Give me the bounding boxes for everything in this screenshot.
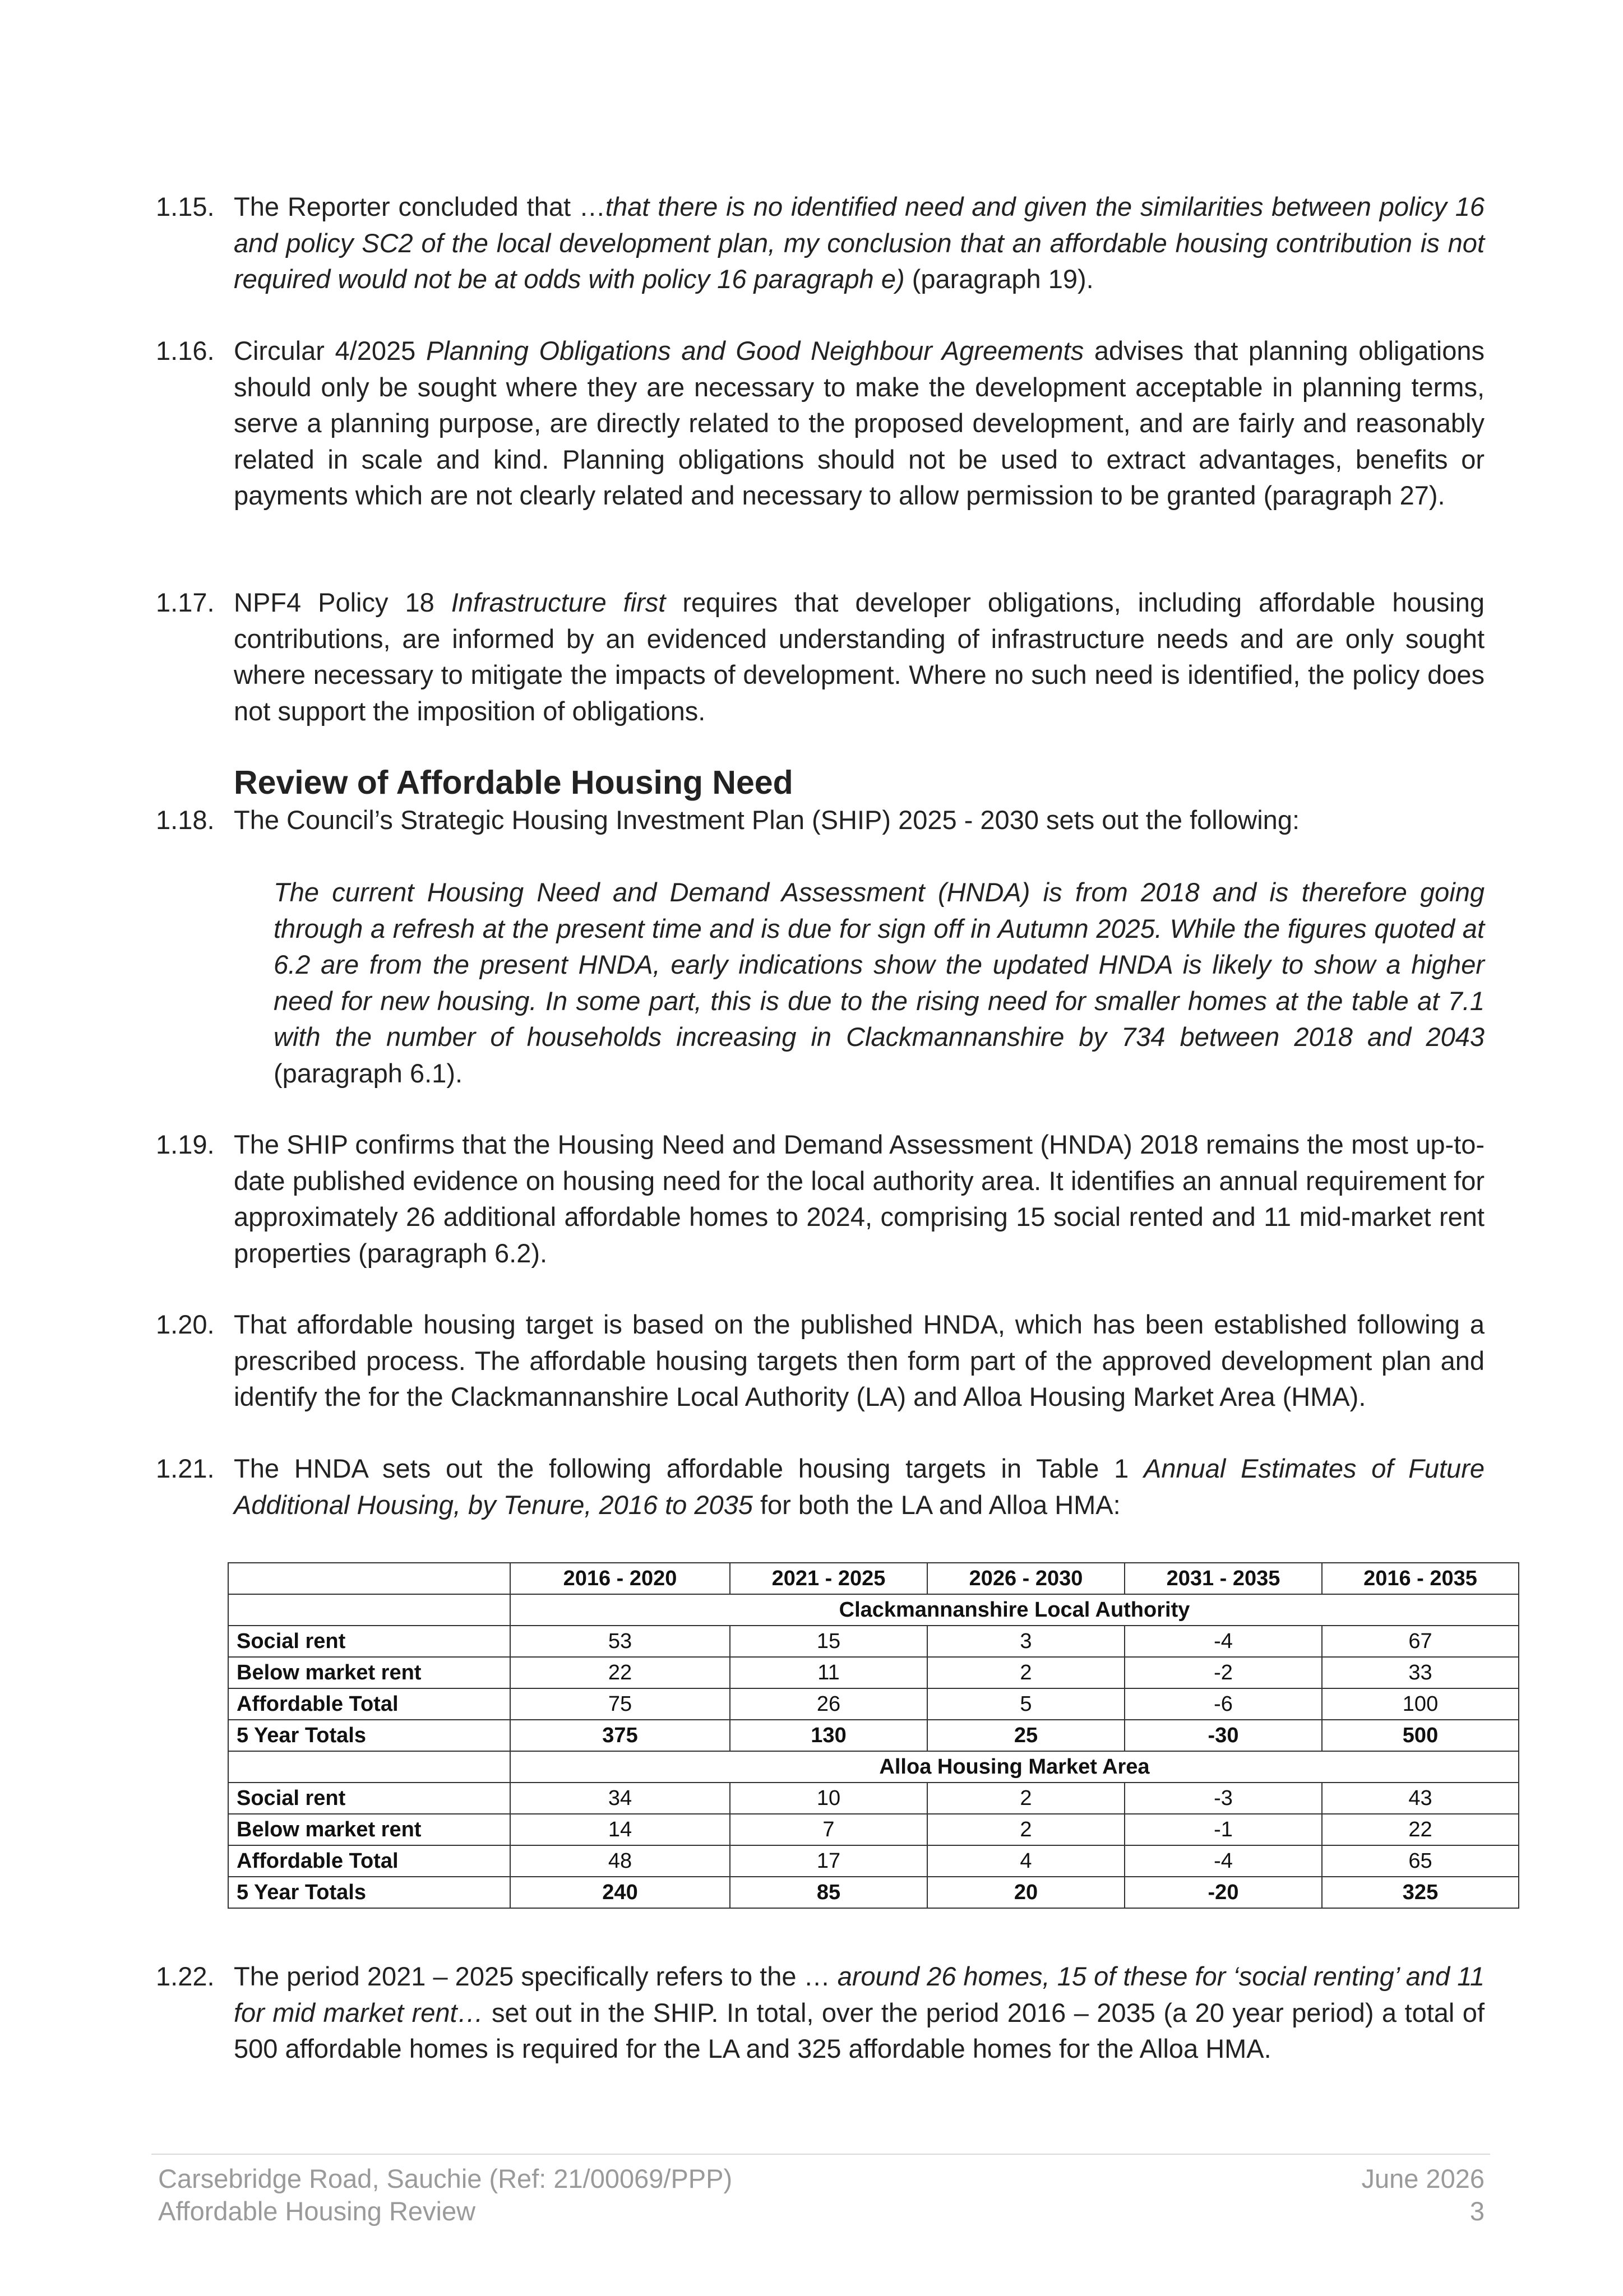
footer-site-reference: Carsebridge Road, Sauchie (Ref: 21/00069/PPP) — [158, 2164, 733, 2193]
section-heading: Review of Affordable Housing Need — [234, 764, 793, 801]
paragraph-number: 1.16. — [156, 336, 215, 365]
paragraph-text — [234, 585, 1485, 729]
row-label: Below market rent — [228, 1814, 510, 1845]
row-label: Social rent — [228, 1783, 510, 1814]
table-cell: 325 — [1322, 1877, 1519, 1908]
table-cell: 15 — [730, 1626, 927, 1657]
italic-text: Planning Obligations and Good Neighbour Agreements — [426, 336, 1084, 365]
table-section-title: Alloa Housing Market Area — [510, 1751, 1519, 1783]
paragraph-1-22 — [156, 1959, 1485, 2067]
table-cell: -1 — [1125, 1814, 1322, 1845]
table-row — [228, 1845, 1519, 1877]
row-label: Below market rent — [228, 1657, 510, 1688]
row-label: 5 Year Totals — [228, 1877, 510, 1908]
italic-text: Infrastructure first — [451, 587, 666, 617]
paragraph-1-15 — [156, 189, 1485, 298]
paragraph-text — [234, 1451, 1485, 1523]
italic-text: The current Housing Need and Demand Assessment (HNDA) is from 2018 and is therefore going through a refresh at the present time and is due for sign off in Autumn 2025. While the figures quoted at 6.2 are from the present HNDA, early indications show the updated HNDA is likely to show a higher need for new housing. In some part, this is due to the rising need for smaller homes at the table at 7.1 with the number of households increasing in Clackmannanshire by 734 between 2018 and 2043 — [274, 877, 1485, 1052]
paragraph-1-21 — [156, 1451, 1485, 1523]
paragraph-number: 1.18. — [156, 805, 215, 835]
table-cell: 130 — [730, 1720, 927, 1751]
text-run: The Reporter concluded that … — [234, 192, 605, 221]
table-cell: 34 — [510, 1783, 730, 1814]
footer-divider — [151, 2154, 1490, 2155]
paragraph-number: 1.20. — [156, 1309, 215, 1339]
text-run: for both the LA and Alloa HMA: — [752, 1489, 1121, 1520]
page-number: 3 — [1469, 2196, 1485, 2226]
column-header: 2031 - 2035 — [1125, 1563, 1322, 1594]
table-cell: 85 — [730, 1877, 927, 1908]
table-cell: -4 — [1125, 1626, 1322, 1657]
footer-document-title: Affordable Housing Review — [158, 2196, 476, 2226]
table-section-row — [228, 1594, 1519, 1626]
column-header: 2026 - 2030 — [927, 1563, 1125, 1594]
section-label-empty — [228, 1751, 510, 1783]
text-run: The SHIP confirms that the Housing Need and Demand Assessment (HNDA) 2018 remains the most up-to-date published evidence on housing need for the local authority area. It identifies an annual requirement for approximately 26 additional affordable homes to 2024, comprising 15 social rented and 11 mid-market rent properties (paragraph 6.2). — [234, 1130, 1485, 1268]
text-run: NPF4 Policy 18 — [234, 587, 451, 617]
table-cell: 20 — [927, 1877, 1125, 1908]
paragraph-1-16 — [156, 333, 1485, 514]
footer-date: June 2026 — [1361, 2164, 1485, 2193]
text-run: (paragraph 6.1). — [274, 1058, 463, 1088]
table-cell: 67 — [1322, 1626, 1519, 1657]
table-cell: 48 — [510, 1845, 730, 1877]
table-section-title: Clackmannanshire Local Authority — [510, 1594, 1519, 1626]
table-row — [228, 1814, 1519, 1845]
ship-quotation — [274, 874, 1485, 1091]
text-run: That affordable housing target is based on the published HNDA, which has been established following a prescribed process. The affordable housing targets then form part of the approved development plan and identify the for the Clackmannanshire Local Authority (LA) and Alloa Housing Market Area (HMA). — [234, 1309, 1485, 1411]
text-run: requires that developer obligations, including affordable housing contributions, are informed by an evidenced understanding of infrastructure needs and are only sought where necessary to mitigate the impacts of development. Where no such need is identified, the policy does not support the imposition of obligations. — [234, 587, 1485, 726]
table-cell: 2 — [927, 1657, 1125, 1688]
paragraph-number: 1.21. — [156, 1453, 215, 1483]
table-row — [228, 1877, 1519, 1908]
table-cell: 11 — [730, 1657, 927, 1688]
column-header: 2016 - 2020 — [510, 1563, 730, 1594]
table-cell: -2 — [1125, 1657, 1322, 1688]
text-run: Circular 4/2025 — [234, 336, 426, 365]
paragraph-1-19 — [156, 1127, 1485, 1271]
paragraph-text — [234, 802, 1485, 839]
column-header: 2016 - 2035 — [1322, 1563, 1519, 1594]
text-run: (paragraph 19). — [904, 264, 1094, 294]
table-row — [228, 1626, 1519, 1657]
table-cell: -30 — [1125, 1720, 1322, 1751]
table-row — [228, 1720, 1519, 1751]
paragraph-1-17 — [156, 585, 1485, 729]
italic-text: that there is no identified need and given the similarities between policy 16 and policy SC2 of the local development plan, my conclusion that an affordable housing contribution is not required would not be at odds with policy 16 paragraph e) — [234, 192, 1485, 294]
italic-text: around 26 homes, 15 of these for ‘social renting’ and 11 for mid market rent… — [234, 1961, 1485, 2027]
paragraph-1-20 — [156, 1307, 1485, 1415]
table-cell: 375 — [510, 1720, 730, 1751]
table-cell: 240 — [510, 1877, 730, 1908]
paragraph-number: 1.22. — [156, 1961, 215, 1991]
table-row — [228, 1657, 1519, 1688]
text-run: advises that planning obligations should only be sought where they are necessary to make the development acceptable in planning terms, serve a planning purpose, are directly related to the proposed development, and are fairly and reasonably related in scale and kind. Planning obligations should not be used to extract advantages, benefits or payments which are not clearly related and necessary to allow permission to be granted (paragraph 27). — [234, 336, 1485, 510]
table-cell: -20 — [1125, 1877, 1322, 1908]
table-cell: 25 — [927, 1720, 1125, 1751]
table-cell: 22 — [1322, 1814, 1519, 1845]
hnda-targets-table — [228, 1562, 1519, 1909]
paragraph-text — [234, 189, 1485, 298]
table-header-row — [228, 1563, 1519, 1594]
table-cell: 33 — [1322, 1657, 1519, 1688]
text-run: The Council’s Strategic Housing Investment Plan (SHIP) 2025 - 2030 sets out the following: — [234, 805, 1300, 835]
paragraph-text — [234, 333, 1485, 514]
row-label: 5 Year Totals — [228, 1720, 510, 1751]
table-cell: 22 — [510, 1657, 730, 1688]
table-cell: 17 — [730, 1845, 927, 1877]
paragraph-text — [234, 1959, 1485, 2067]
table-cell: -3 — [1125, 1783, 1322, 1814]
table-cell: 53 — [510, 1626, 730, 1657]
section-label-empty — [228, 1594, 510, 1626]
table-body — [228, 1594, 1519, 1908]
table-cell: 2 — [927, 1783, 1125, 1814]
italic-text: Annual Estimates of Future Additional Housing, by Tenure, 2016 to 2035 — [234, 1453, 1485, 1520]
row-label: Affordable Total — [228, 1845, 510, 1877]
text-run: set out in the SHIP. In total, over the period 2016 – 2035 (a 20 year period) a total of 500 affordable homes is required for the LA and 325 affordable homes for the Alloa HMA. — [234, 1997, 1485, 2063]
text-run: The HNDA sets out the following affordable housing targets in Table 1 — [234, 1453, 1144, 1483]
row-label: Affordable Total — [228, 1688, 510, 1720]
column-header: 2021 - 2025 — [730, 1563, 927, 1594]
footer-left — [158, 2163, 732, 2228]
table-cell: 5 — [927, 1688, 1125, 1720]
table-cell: 26 — [730, 1688, 927, 1720]
table-cell: -6 — [1125, 1688, 1322, 1720]
table-cell: 7 — [730, 1814, 927, 1845]
paragraph-text — [234, 1127, 1485, 1271]
table-cell: 100 — [1322, 1688, 1519, 1720]
table-cell: -4 — [1125, 1845, 1322, 1877]
table-cell: 65 — [1322, 1845, 1519, 1877]
table-cell: 14 — [510, 1814, 730, 1845]
text-run: The period 2021 – 2025 specifically refers to the … — [234, 1961, 838, 1991]
paragraph-1-18 — [156, 802, 1485, 839]
table-row — [228, 1688, 1519, 1720]
paragraph-number: 1.19. — [156, 1130, 215, 1159]
table-header-empty — [228, 1563, 510, 1594]
table-cell: 4 — [927, 1845, 1125, 1877]
table-cell: 43 — [1322, 1783, 1519, 1814]
table-cell: 3 — [927, 1626, 1125, 1657]
paragraph-number: 1.15. — [156, 192, 215, 221]
row-label: Social rent — [228, 1626, 510, 1657]
table-cell: 500 — [1322, 1720, 1519, 1751]
table-cell: 10 — [730, 1783, 927, 1814]
table-row — [228, 1783, 1519, 1814]
footer-right — [1361, 2163, 1485, 2228]
paragraph-text — [234, 1307, 1485, 1415]
table-cell: 75 — [510, 1688, 730, 1720]
table-section-row — [228, 1751, 1519, 1783]
paragraph-number: 1.17. — [156, 587, 215, 617]
table-cell: 2 — [927, 1814, 1125, 1845]
